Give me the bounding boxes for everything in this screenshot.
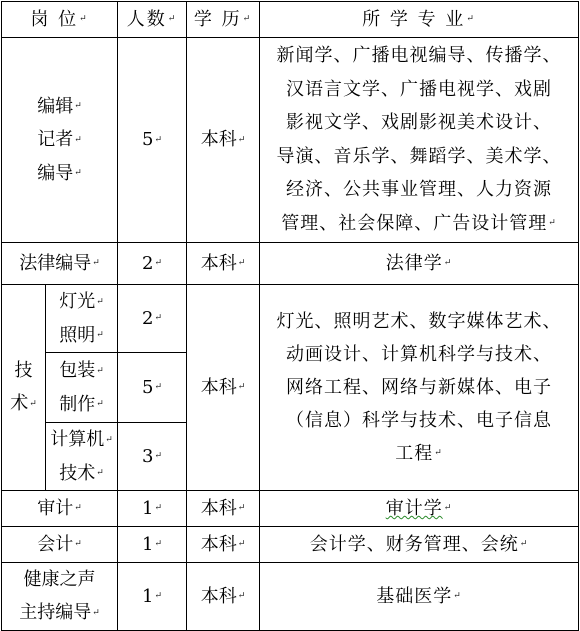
- header-degree: 学 历↵: [187, 2, 260, 38]
- count-cell: 1↵: [118, 491, 187, 527]
- degree-cell: 本科↵: [187, 527, 260, 563]
- position-cell: 灯光↵ 照明↵: [46, 285, 118, 353]
- degree-cell: 本科↵: [187, 38, 260, 243]
- table-row: [2, 38, 579, 243]
- header-count: 人数↵: [118, 2, 187, 38]
- table-row: [2, 243, 579, 285]
- major-cell: 基础医学↵: [260, 563, 579, 631]
- count-cell: 1↵: [118, 563, 187, 631]
- table-row: [2, 527, 579, 563]
- major-cell: 灯光、照明艺术、数字媒体艺术、 动画设计、计算机科学与技术、 网络工程、网络与新媒体、电子 （信息）科学与技术、电子信息 工程↵: [260, 285, 579, 491]
- count-cell: 2↵: [118, 243, 187, 285]
- header-major: 所 学 专 业↵: [260, 2, 579, 38]
- count-cell: 3↵: [118, 423, 187, 491]
- position-cell: 法律编导↵: [2, 243, 118, 285]
- position-cell: 健康之声 主持编导↵: [2, 563, 118, 631]
- position-cell: 审计↵: [2, 491, 118, 527]
- count-cell: 1↵: [118, 527, 187, 563]
- major-cell: 审计学↵: [260, 491, 579, 527]
- count-cell: 5↵: [118, 353, 187, 423]
- table-row: [2, 491, 579, 527]
- degree-cell: 本科↵: [187, 243, 260, 285]
- position-cell: 编辑↵ 记者↵ 编导↵: [2, 38, 118, 243]
- header-row: [2, 2, 579, 38]
- degree-cell: 本科↵: [187, 491, 260, 527]
- recruitment-table: [1, 1, 579, 631]
- position-cell: 计算机↵ 技术↵: [46, 423, 118, 491]
- position-cell: 包装↵ 制作↵: [46, 353, 118, 423]
- degree-cell: 本科↵: [187, 285, 260, 491]
- major-cell: 法律学↵: [260, 243, 579, 285]
- major-cell: 会计学、财务管理、会统↵: [260, 527, 579, 563]
- table-row: [2, 285, 579, 353]
- group-cell-tech: 技 术↵: [2, 285, 46, 491]
- major-cell: 新闻学、广播电视编导、传播学、 汉语言文学、广播电视学、戏剧 影视文学、戏剧影视美术设计、 导演、音乐学、舞蹈学、美术学、 经济、公共事业管理、人力资源 管理、社会保障、广告设计管理↵: [260, 38, 579, 243]
- degree-cell: 本科↵: [187, 563, 260, 631]
- header-position: 岗 位↵: [2, 2, 118, 38]
- position-cell: 会计↵: [2, 527, 118, 563]
- count-cell: 2↵: [118, 285, 187, 353]
- count-cell: 5↵: [118, 38, 187, 243]
- table-row: [2, 563, 579, 631]
